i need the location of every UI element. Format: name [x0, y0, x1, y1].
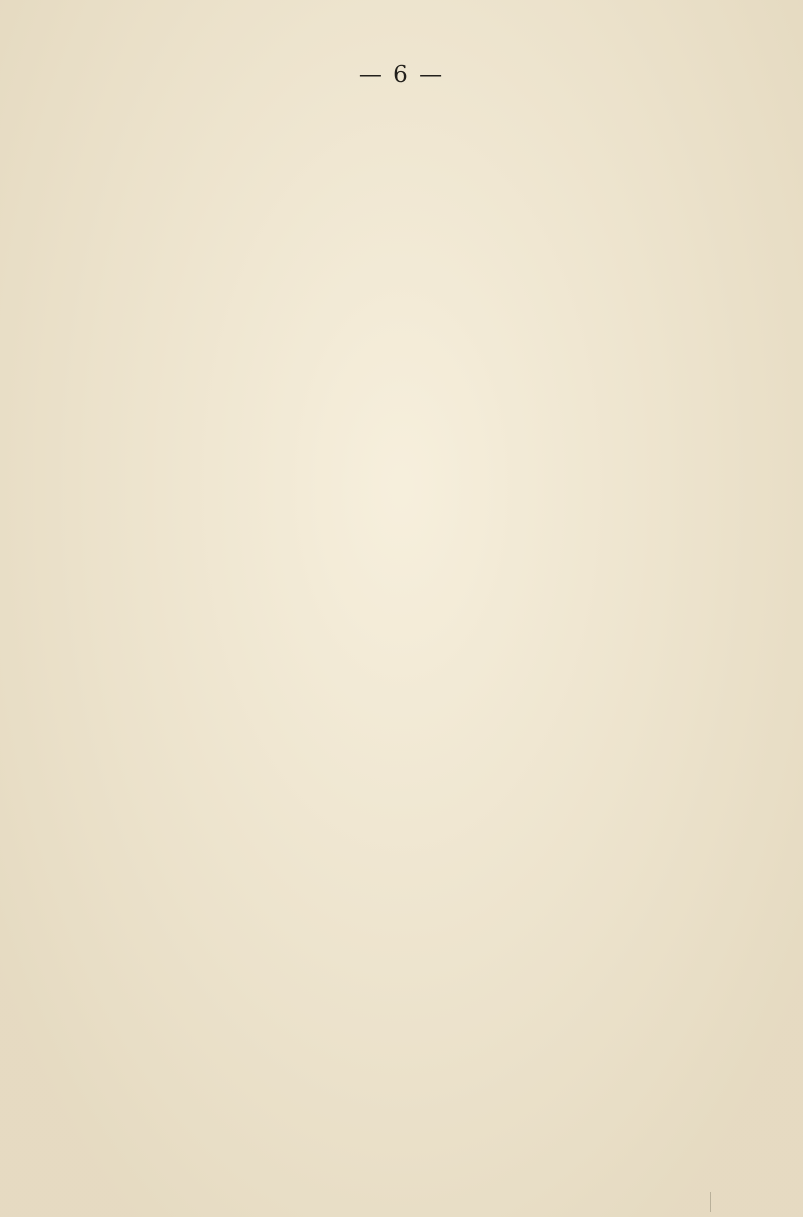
page-number: — 6 — — [358, 62, 445, 88]
margin-mark — [710, 1192, 711, 1212]
